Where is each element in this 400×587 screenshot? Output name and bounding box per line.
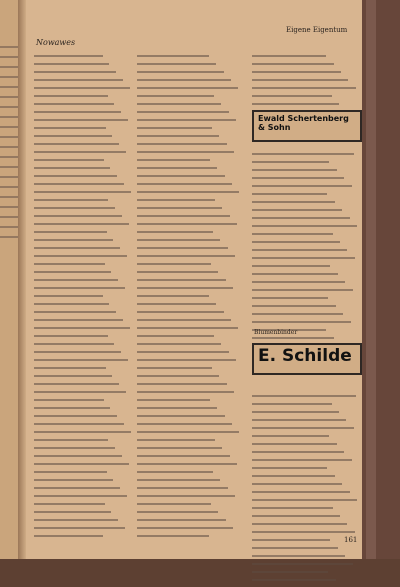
directory-entry-line bbox=[34, 87, 130, 89]
directory-entry-line bbox=[34, 391, 126, 393]
directory-entry-line bbox=[137, 271, 218, 273]
directory-entry-line bbox=[252, 55, 326, 57]
directory-entry-line bbox=[252, 95, 332, 97]
directory-entry-line bbox=[137, 535, 209, 537]
directory-entry-line bbox=[34, 495, 127, 497]
directory-entry-line bbox=[137, 151, 234, 153]
directory-entry-line bbox=[137, 111, 229, 113]
directory-entry-line bbox=[34, 431, 131, 433]
directory-entry-line bbox=[252, 451, 344, 453]
directory-entry-line bbox=[252, 289, 353, 291]
directory-entry-line bbox=[34, 159, 104, 161]
directory-entry-line bbox=[34, 527, 125, 529]
directory-entry-line bbox=[252, 483, 342, 485]
directory-entry-line bbox=[252, 523, 347, 525]
directory-entry-line bbox=[34, 535, 103, 537]
directory-entry-line bbox=[137, 383, 227, 385]
directory-entry-line bbox=[34, 351, 121, 353]
directory-entry-line bbox=[252, 273, 338, 275]
directory-entry-line bbox=[137, 527, 233, 529]
directory-entry-line bbox=[34, 359, 128, 361]
directory-entry-line bbox=[252, 185, 352, 187]
directory-entry-line bbox=[252, 563, 353, 565]
directory-entry-line bbox=[252, 193, 327, 195]
directory-entry-line bbox=[34, 167, 110, 169]
directory-entry-line bbox=[252, 257, 355, 259]
directory-entry-line bbox=[252, 337, 334, 339]
advertisement-box-2 bbox=[252, 343, 362, 375]
directory-entry-line bbox=[252, 297, 328, 299]
directory-entry-line bbox=[137, 343, 221, 345]
directory-entry-line bbox=[252, 153, 354, 155]
directory-entry-line bbox=[137, 351, 229, 353]
directory-entry-line bbox=[252, 281, 345, 283]
directory-entry-line bbox=[252, 233, 333, 235]
directory-column-2 bbox=[137, 55, 240, 543]
directory-entry-line bbox=[34, 63, 109, 65]
directory-entry-line bbox=[34, 247, 120, 249]
directory-entry-line bbox=[252, 403, 332, 405]
directory-entry-line bbox=[252, 217, 350, 219]
directory-entry-line bbox=[252, 435, 329, 437]
directory-entry-line bbox=[137, 231, 213, 233]
directory-entry-line bbox=[137, 191, 239, 193]
directory-entry-line bbox=[137, 223, 237, 225]
directory-entry-line bbox=[137, 103, 221, 105]
directory-entry-line bbox=[34, 119, 128, 121]
page-header-right: Eigene Eigentum bbox=[286, 26, 348, 34]
directory-entry-line bbox=[34, 415, 117, 417]
directory-entry-line bbox=[34, 519, 118, 521]
book-gutter bbox=[18, 0, 26, 559]
directory-entry-line bbox=[137, 455, 230, 457]
directory-entry-line bbox=[137, 63, 216, 65]
directory-entry-line bbox=[34, 199, 108, 201]
book-edge-stripe bbox=[366, 0, 376, 559]
directory-entry-line bbox=[137, 279, 226, 281]
advertisement-title: Ewald Schertenberg & Sohn bbox=[258, 114, 349, 132]
directory-entry-line bbox=[34, 463, 129, 465]
directory-entry-line bbox=[137, 463, 237, 465]
directory-entry-line bbox=[252, 71, 341, 73]
directory-entry-line bbox=[252, 571, 328, 573]
directory-entry-line bbox=[137, 519, 226, 521]
directory-entry-line bbox=[34, 335, 108, 337]
directory-entry-line bbox=[137, 391, 234, 393]
directory-entry-line bbox=[252, 539, 330, 541]
directory-entry-line bbox=[137, 319, 231, 321]
directory-entry-line bbox=[34, 447, 115, 449]
directory-entry-line bbox=[137, 335, 214, 337]
directory-entry-line bbox=[252, 419, 346, 421]
directory-entry-line bbox=[137, 239, 220, 241]
directory-entry-line bbox=[137, 447, 222, 449]
directory-entry-line bbox=[252, 547, 338, 549]
directory-entry-line bbox=[137, 159, 210, 161]
directory-entry-line bbox=[34, 71, 116, 73]
directory-entry-line bbox=[34, 503, 105, 505]
directory-entry-line bbox=[137, 87, 238, 89]
directory-entry-line bbox=[34, 79, 123, 81]
directory-entry-line bbox=[137, 263, 211, 265]
directory-entry-line bbox=[137, 183, 232, 185]
directory-entry-line bbox=[137, 71, 224, 73]
directory-entry-line bbox=[252, 321, 351, 323]
page-number: 161 bbox=[344, 536, 358, 544]
directory-entry-line bbox=[252, 579, 336, 581]
directory-entry-line bbox=[34, 487, 120, 489]
directory-entry-line bbox=[34, 383, 119, 385]
directory-entry-line bbox=[252, 475, 335, 477]
directory-entry-line bbox=[252, 499, 357, 501]
directory-entry-line bbox=[252, 103, 339, 105]
directory-entry-line bbox=[34, 255, 127, 257]
directory-entry-line bbox=[252, 507, 333, 509]
directory-entry-line bbox=[137, 255, 235, 257]
directory-entry-line bbox=[34, 239, 113, 241]
directory-entry-line bbox=[137, 423, 232, 425]
left-page-text-fragment bbox=[0, 38, 18, 538]
directory-entry-line bbox=[137, 79, 231, 81]
directory-entry-line bbox=[34, 111, 121, 113]
directory-entry-line bbox=[34, 127, 106, 129]
advertisement-box-1 bbox=[252, 110, 362, 142]
directory-entry-line bbox=[34, 311, 116, 313]
directory-entry-line bbox=[137, 375, 219, 377]
directory-entry-line bbox=[34, 95, 108, 97]
directory-entry-line bbox=[252, 169, 337, 171]
directory-entry-line bbox=[252, 467, 327, 469]
directory-entry-line bbox=[34, 439, 108, 441]
page-header-left: Nowawes bbox=[36, 38, 76, 47]
directory-entry-line bbox=[34, 223, 129, 225]
directory-entry-line bbox=[252, 411, 339, 413]
directory-entry-line bbox=[252, 459, 352, 461]
directory-entry-line bbox=[252, 241, 340, 243]
directory-entry-line bbox=[34, 479, 113, 481]
directory-entry-line bbox=[34, 375, 112, 377]
directory-entry-line bbox=[252, 87, 356, 89]
directory-entry-line bbox=[137, 471, 213, 473]
directory-entry-line bbox=[137, 287, 233, 289]
directory-entry-line bbox=[137, 311, 224, 313]
directory-entry-line bbox=[137, 127, 212, 129]
directory-column-1 bbox=[34, 55, 132, 543]
directory-entry-line bbox=[34, 143, 119, 145]
directory-entry-line bbox=[252, 201, 335, 203]
directory-entry-line bbox=[34, 295, 103, 297]
directory-entry-line bbox=[34, 455, 122, 457]
directory-entry-line bbox=[34, 175, 117, 177]
directory-entry-line bbox=[252, 249, 347, 251]
directory-entry-line bbox=[34, 399, 104, 401]
directory-entry-line bbox=[252, 177, 344, 179]
directory-entry-line bbox=[137, 247, 228, 249]
directory-entry-line bbox=[137, 215, 230, 217]
directory-entry-line bbox=[252, 531, 355, 533]
directory-entry-line bbox=[34, 215, 122, 217]
directory-entry-line bbox=[137, 367, 212, 369]
directory-entry-line bbox=[252, 161, 329, 163]
directory-entry-line bbox=[137, 167, 217, 169]
directory-entry-line bbox=[137, 55, 209, 57]
directory-entry-line bbox=[137, 359, 236, 361]
directory-entry-line bbox=[252, 443, 337, 445]
directory-entry-line bbox=[137, 119, 236, 121]
directory-entry-line bbox=[137, 327, 238, 329]
directory-entry-line bbox=[252, 265, 330, 267]
directory-entry-line bbox=[34, 183, 124, 185]
directory-entry-line bbox=[252, 515, 340, 517]
directory-entry-line bbox=[34, 135, 112, 137]
directory-entry-line bbox=[34, 407, 110, 409]
directory-entry-line bbox=[137, 415, 225, 417]
directory-entry-line bbox=[34, 191, 131, 193]
directory-entry-line bbox=[137, 303, 216, 305]
directory-entry-line bbox=[34, 343, 114, 345]
directory-entry-line bbox=[137, 135, 219, 137]
directory-entry-line bbox=[137, 95, 214, 97]
directory-entry-line bbox=[34, 367, 106, 369]
directory-entry-line bbox=[252, 395, 356, 397]
directory-entry-line bbox=[252, 63, 334, 65]
directory-entry-line bbox=[34, 263, 105, 265]
directory-entry-line bbox=[34, 279, 118, 281]
directory-entry-line bbox=[34, 271, 111, 273]
advertisement-title: E. Schilde bbox=[258, 346, 352, 366]
directory-entry-line bbox=[252, 209, 342, 211]
directory-entry-line bbox=[137, 175, 225, 177]
directory-entry-line bbox=[34, 319, 123, 321]
directory-entry-line bbox=[34, 231, 107, 233]
directory-entry-line bbox=[137, 503, 211, 505]
directory-entry-line bbox=[34, 151, 126, 153]
directory-entry-line bbox=[137, 295, 209, 297]
directory-entry-line bbox=[34, 55, 103, 57]
directory-entry-line bbox=[34, 287, 125, 289]
directory-entry-line bbox=[252, 79, 348, 81]
directory-entry-line bbox=[252, 313, 343, 315]
directory-entry-line bbox=[252, 491, 350, 493]
directory-entry-line bbox=[34, 103, 114, 105]
directory-entry-line bbox=[252, 427, 354, 429]
directory-entry-line bbox=[137, 199, 215, 201]
directory-entry-line bbox=[34, 423, 124, 425]
directory-entry-line bbox=[252, 555, 345, 557]
directory-entry-line bbox=[34, 303, 109, 305]
directory-entry-line bbox=[252, 305, 336, 307]
directory-entry-line bbox=[137, 495, 235, 497]
directory-entry-line bbox=[137, 207, 222, 209]
directory-entry-line bbox=[34, 471, 107, 473]
directory-entry-line bbox=[137, 431, 239, 433]
directory-entry-line bbox=[137, 143, 227, 145]
directory-entry-line bbox=[34, 511, 111, 513]
directory-entry-line bbox=[137, 479, 220, 481]
directory-entry-line bbox=[137, 487, 228, 489]
directory-entry-line bbox=[137, 439, 215, 441]
section-heading: Blumenbinder bbox=[254, 329, 298, 336]
directory-entry-line bbox=[252, 225, 357, 227]
directory-entry-line bbox=[137, 399, 210, 401]
directory-entry-line bbox=[137, 407, 217, 409]
directory-entry-line bbox=[34, 327, 130, 329]
directory-entry-line bbox=[34, 207, 115, 209]
directory-entry-line bbox=[137, 511, 218, 513]
